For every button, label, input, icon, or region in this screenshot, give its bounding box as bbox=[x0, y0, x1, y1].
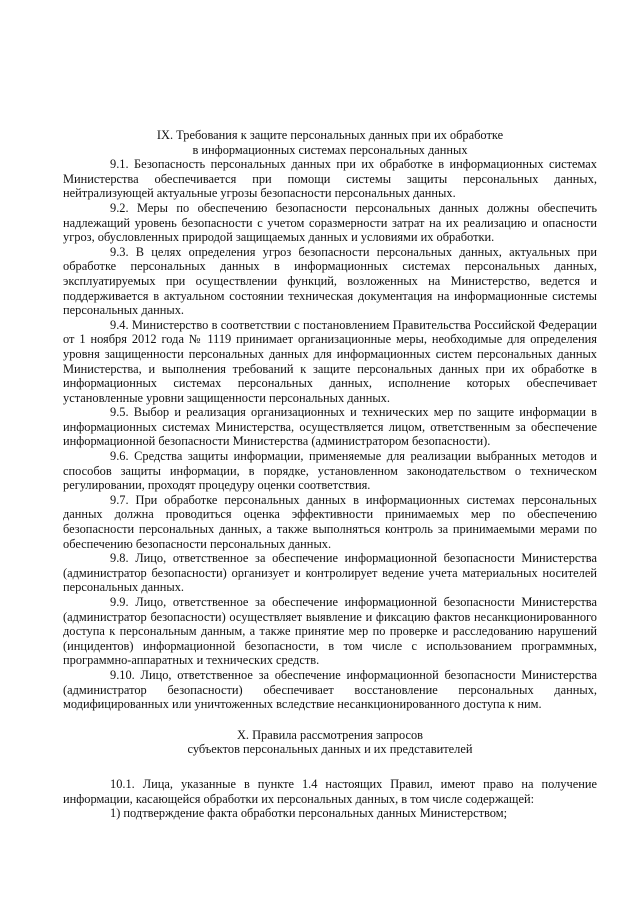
paragraph-9-3: 9.3. В целях определения угроз безопасности персональных данных, актуальных при обработке персональных данных в информационных системах персональных данных, эксплуатируемых при осуществлении функций, возложенных на Министерство, ведется и поддерживается в актуальном состоянии техническая документация на информационные системы персональных данных. bbox=[63, 244, 597, 318]
paragraph-9-6: 9.6. Средства защиты информации, применяемые для реализации выбранных методов и способов защиты информации, в порядке, установленном законодательством о техническом регулировании, проходят процедуру оценки соответствия. bbox=[63, 449, 597, 493]
paragraph-9-10: 9.10. Лицо, ответственное за обеспечение информационной безопасности Министерства (администратор безопасности) обеспечивает восстановление персональных данных, модифицированных или уничтоженных вследствие несанкционированного доступа к ним. bbox=[63, 667, 597, 712]
section-9-title-line-1: IX. Требования к защите персональных данных при их обработке bbox=[156, 128, 504, 142]
paragraph-9-7: 9.7. При обработке персональных данных в информационных системах персональных данных должна проводиться оценка эффективности принимаемых мер по обеспечению безопасности персональных данных, а также выполняться контроль за принимаемыми мерами по обеспечению безопасности персональных данных. bbox=[63, 492, 597, 551]
paragraph-9-4: 9.4. Министерство в соответствии с постановлением Правительства Российской Федерации от 1 ноября 2012 года № 1119 принимает организационные меры, необходимые для определения уровня защищенности персональных данных для информационных систем персональных данных Министерства, и выполнения требований к защите персональных данных при их обработке в информационных системах персональных данных, исполнение которых обеспечивает установленные уровни защищенности персональных данных. bbox=[63, 317, 597, 405]
paragraph-9-8: 9.8. Лицо, ответственное за обеспечение информационной безопасности Министерства (администратор безопасности) организует и контролирует ведение учета материальных носителей персональных данных. bbox=[63, 551, 597, 595]
paragraph-9-1: 9.1. Безопасность персональных данных при их обработке в информационных системах Министерства обеспечивается при помощи системы защиты персональных данных, нейтрализующей актуальные угрозы безопасности персональных данных. bbox=[63, 157, 597, 201]
paragraph-10-1: 10.1. Лица, указанные в пункте 1.4 настоящих Правил, имеют право на получение информации, касающейся обработки их персональных данных, в том числе содержащей: bbox=[63, 776, 597, 806]
paragraph-9-5: 9.5. Выбор и реализация организационных и технических мер по защите информации в информационных системах Министерства, осуществляется лицом, ответственным за обеспечение информационной безопасности Министерства (администратором безопасности). bbox=[63, 405, 597, 449]
section-spacer bbox=[63, 712, 597, 728]
section-10-title-line-1: X. Правила рассмотрения запросов bbox=[236, 727, 424, 742]
section-spacer bbox=[63, 757, 597, 777]
section-10-title-line-2: субъектов персональных данных и их представителей bbox=[187, 742, 473, 757]
paragraph-9-9: 9.9. Лицо, ответственное за обеспечение информационной безопасности Министерства (администратор безопасности) осуществляет выявление и фиксацию фактов несанкционированного доступа к персональным данным, а также принятие мер по проверке и расследованию нарушений (инцидентов) информационной безопасности, в том числе с использованием программных, программно-аппаратных и технических средств. bbox=[63, 595, 597, 668]
section-9-heading bbox=[63, 128, 597, 157]
paragraph-10-1-item-1: 1) подтверждение факта обработки персональных данных Министерством; bbox=[110, 806, 508, 821]
section-10-heading bbox=[63, 728, 597, 757]
section-9-title-line-2: в информационных системах персональных данных bbox=[192, 142, 468, 157]
paragraph-9-2: 9.2. Меры по обеспечению безопасности персональных данных должны обеспечить надлежащий уровень безопасности с учетом соразмерности затрат на их реализацию и опасности угроз, обусловленных природой защищаемых данных и условиями их обработки. bbox=[63, 200, 597, 245]
document-body bbox=[63, 128, 597, 821]
